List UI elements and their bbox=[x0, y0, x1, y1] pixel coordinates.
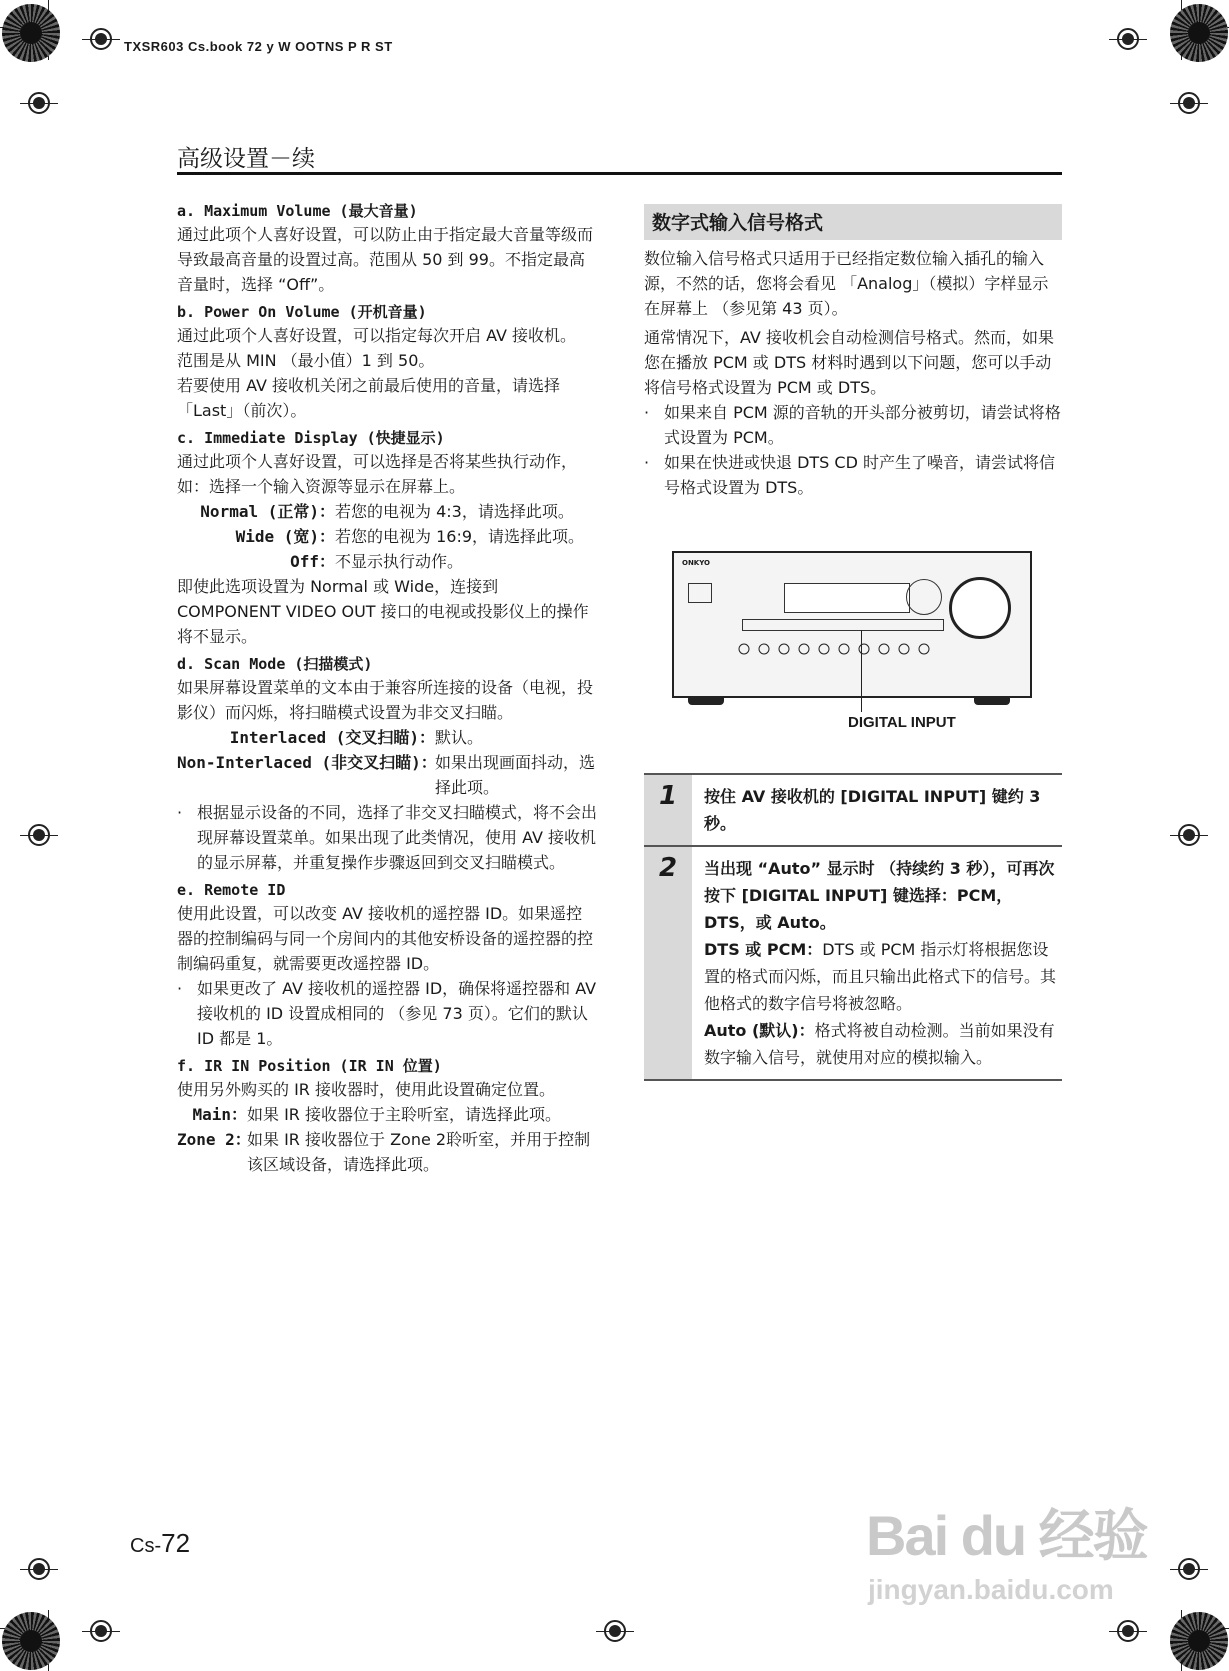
section-b-last: 若要使用 AV 接收机关闭之前最后使用的音量，请选择 「Last」（前次）。 bbox=[177, 376, 561, 420]
registration-disk-icon bbox=[2, 4, 60, 62]
option-def: 如果出现画面抖动，选择此项。 bbox=[435, 753, 596, 797]
bullet-item bbox=[644, 450, 1062, 500]
option-term: Interlaced (交叉扫瞄)： bbox=[229, 728, 435, 747]
print-header: TXSR603 Cs.book 72 y W OOTNS P R ST bbox=[124, 39, 393, 54]
registration-mark-icon bbox=[28, 92, 50, 114]
section-f-text: 使用另外购买的 IR 接收器时，使用此设置确定位置。 bbox=[177, 1080, 556, 1099]
option-normal bbox=[177, 499, 597, 524]
registration-disk-icon bbox=[2, 1612, 60, 1670]
registration-mark-icon bbox=[604, 1620, 626, 1642]
knob-row-svg bbox=[734, 642, 944, 656]
bullet-item bbox=[177, 976, 597, 1051]
step-number: 1 bbox=[644, 775, 692, 845]
step-text: 当出现 “Auto” 显示时 （持续约 3 秒），可再次按下 [DIGITAL INPUT] 键选择：PCM，DTS，或 Auto。 bbox=[704, 859, 1055, 932]
section-c-heading: c. Immediate Display (快捷显示) bbox=[177, 429, 445, 447]
section-b-range: 范围是从 MIN （最小值）1 到 50。 bbox=[177, 351, 435, 370]
bullet-dot-icon: · bbox=[177, 803, 183, 822]
section-c-note: 即使此选项设置为 Normal 或 Wide，连接到 COMPONENT VIDEO OUT 接口的电视或投影仪上的操作将不显示。 bbox=[177, 577, 589, 646]
option-def: 如果 IR 接收器位于 Zone 2聆听室，并用于控制该区域设备，请选择此项。 bbox=[247, 1130, 591, 1174]
section-b-text: 通过此项个人喜好设置，可以指定每次开启 AV 接收机。 bbox=[177, 326, 577, 345]
display-window bbox=[784, 583, 910, 613]
registration-disk-icon bbox=[1170, 1612, 1228, 1670]
step-body bbox=[692, 847, 1062, 1079]
step-number: 2 bbox=[644, 847, 692, 1079]
option-wide bbox=[177, 524, 597, 549]
registration-mark-icon bbox=[28, 824, 50, 846]
section-a-heading: a. Maximum Volume (最大音量) bbox=[177, 202, 418, 220]
bullet-dot-icon: · bbox=[644, 453, 650, 472]
option-term: Main： bbox=[192, 1105, 247, 1124]
steps-table bbox=[644, 773, 1062, 1081]
digital-input-label: DIGITAL INPUT bbox=[848, 714, 956, 731]
registration-mark-icon bbox=[1117, 1620, 1139, 1642]
option-def: 不显示执行动作。 bbox=[335, 552, 464, 571]
registration-mark-icon bbox=[90, 1620, 112, 1642]
option-term: Non-Interlaced (非交叉扫瞄)： bbox=[177, 753, 437, 772]
option-def: 默认。 bbox=[435, 728, 484, 747]
section-e-heading: e. Remote ID bbox=[177, 881, 286, 899]
foot-right bbox=[974, 697, 1010, 705]
option-term: Auto (默认)： bbox=[704, 1021, 815, 1040]
bullet-text: 根据显示设备的不同，选择了非交叉扫瞄模式，将不会出现屏幕设置菜单。如果出现了此类情况，使用 AV 接收机的显示屏幕，并重复操作步骤返回到交叉扫瞄模式。 bbox=[197, 803, 598, 872]
right-column-text bbox=[644, 246, 1062, 500]
page-prefix: Cs- bbox=[130, 1535, 162, 1557]
registration-mark-icon bbox=[1178, 92, 1200, 114]
option-interlaced bbox=[177, 725, 597, 750]
left-column bbox=[177, 196, 597, 1177]
foot-left bbox=[688, 697, 724, 705]
bullet-text: 如果在快进或快退 DTS CD 时产生了噪音，请尝试将信号格式设置为 DTS。 bbox=[664, 453, 1056, 497]
section-f-heading: f. IR IN Position (IR IN 位置) bbox=[177, 1057, 442, 1075]
brand-logo: ONKYO bbox=[682, 559, 711, 567]
step-1 bbox=[644, 773, 1062, 845]
page-number-value: 72 bbox=[161, 1528, 191, 1558]
navigation-dial-icon bbox=[906, 579, 942, 615]
input-buttons-row bbox=[742, 619, 944, 631]
intro-paragraph: 数位输入信号格式只适用于已经指定数位输入插孔的输入源，不然的话，您将会看见 「Analog」（模拟）字样显示在屏幕上 （参见第 43 页）。 bbox=[644, 249, 1049, 318]
option-def: 格式将被自动检测。当前如果没有数字输入信号，就使用对应的模拟输入。 bbox=[704, 1021, 1055, 1067]
registration-disk-icon bbox=[1170, 4, 1228, 62]
section-a-text: 通过此项个人喜好设置，可以防止由于指定最大音量等级而导致最高音量的设置过高。范围从 50 到 99。不指定最高音量时，选择 “Off”。 bbox=[177, 225, 594, 294]
callout-line bbox=[861, 630, 862, 712]
option-def: 若您的电视为 16:9，请选择此项。 bbox=[335, 527, 585, 546]
option-term: Wide (宽)： bbox=[235, 527, 335, 546]
section-c-text: 通过此项个人喜好设置，可以选择是否将某些执行动作，如：选择一个输入资源等显示在屏幕上。 bbox=[177, 452, 578, 496]
registration-mark-icon bbox=[90, 28, 112, 50]
option-term: Normal (正常)： bbox=[200, 502, 335, 521]
option-non-interlaced bbox=[177, 750, 597, 800]
knob-row-icon bbox=[734, 641, 944, 655]
bullet-dot-icon: · bbox=[177, 979, 183, 998]
option-term: DTS 或 PCM： bbox=[704, 940, 823, 959]
section-title: 数字式输入信号格式 bbox=[652, 212, 824, 234]
bullet-text: 如果更改了 AV 接收机的遥控器 ID，确保将遥控器和 AV 接收机的 ID 设置成相同的 （参见 73 页）。它们的默认 ID 都是 1。 bbox=[197, 979, 597, 1048]
option-zone2 bbox=[177, 1127, 597, 1177]
detect-paragraph: 通常情况下，AV 接收机会自动检测信号格式。然而，如果您在播放 PCM 或 DTS 材料时遇到以下问题，您可以手动将信号格式设置为 PCM 或 DTS。 bbox=[644, 328, 1054, 397]
step-option-auto bbox=[704, 1017, 1056, 1071]
av-receiver-illustration bbox=[672, 551, 1032, 698]
section-d-heading: d. Scan Mode (扫描模式) bbox=[177, 655, 373, 673]
option-term: Off： bbox=[290, 552, 335, 571]
registration-mark-icon bbox=[1178, 824, 1200, 846]
power-button-icon bbox=[688, 583, 712, 603]
option-main bbox=[177, 1102, 597, 1127]
section-d-text: 如果屏幕设置菜单的文本由于兼容所连接的设备（电视，投影仪）而闪烁，将扫瞄模式设置为非交叉扫瞄。 bbox=[177, 678, 594, 722]
title-rule bbox=[177, 172, 1062, 175]
section-e-text: 使用此设置，可以改变 AV 接收机的遥控器 ID。如果遥控器的控制编码与同一个房间内的其他安桥设备的遥控器的控制编码重复，就需要更改遥控器 ID。 bbox=[177, 904, 594, 973]
volume-knob-icon bbox=[949, 577, 1011, 639]
option-term: Zone 2： bbox=[177, 1130, 251, 1149]
step-text: 按住 AV 接收机的 [DIGITAL INPUT] 键约 3 秒。 bbox=[704, 787, 1041, 833]
section-header-bar bbox=[644, 204, 1062, 240]
registration-mark-icon bbox=[1178, 1558, 1200, 1580]
page-number bbox=[130, 1528, 190, 1559]
registration-mark-icon bbox=[28, 1558, 50, 1580]
step-option-dts-pcm bbox=[704, 936, 1056, 1017]
watermark-logo: Bai du 经验 bbox=[866, 1504, 1147, 1567]
watermark-url: jingyan.baidu.com bbox=[868, 1574, 1114, 1605]
bullet-dot-icon: · bbox=[644, 403, 650, 422]
page-title: 高级设置－续 bbox=[177, 146, 315, 172]
bullet-text: 如果来自 PCM 源的音轨的开头部分被剪切，请尝试将格式设置为 PCM。 bbox=[664, 403, 1061, 447]
section-b-heading: b. Power On Volume (开机音量) bbox=[177, 303, 427, 321]
option-def: 若您的电视为 4:3，请选择此项。 bbox=[335, 502, 574, 521]
option-def: 如果 IR 接收器位于主聆听室，请选择此项。 bbox=[247, 1105, 562, 1124]
bullet-item bbox=[177, 800, 597, 875]
option-def: DTS 或 PCM 指示灯将根据您设置的格式而闪烁，而且只输出此格式下的信号。其他格式的数字信号将被忽略。 bbox=[704, 940, 1057, 1013]
step-2 bbox=[644, 845, 1062, 1081]
bullet-item bbox=[644, 400, 1062, 450]
option-off bbox=[177, 549, 597, 574]
registration-mark-icon bbox=[1117, 28, 1139, 50]
